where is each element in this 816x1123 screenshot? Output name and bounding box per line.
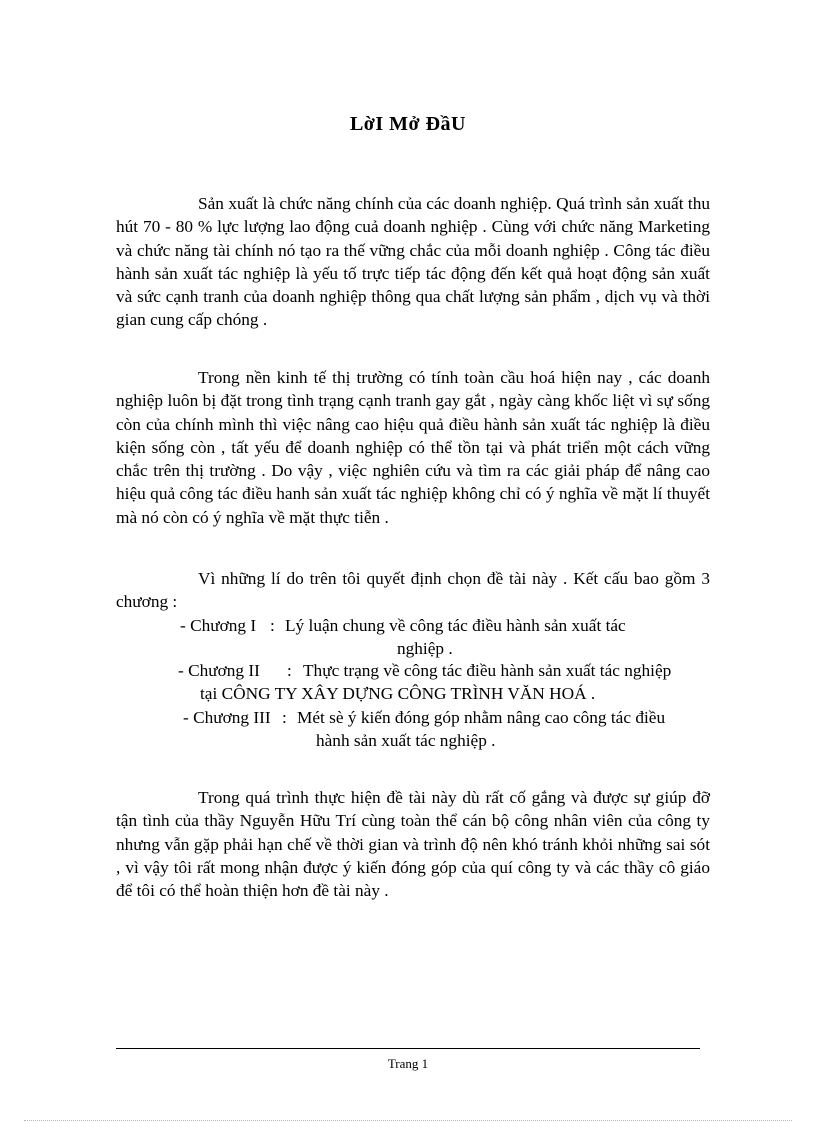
paragraph-structure: Vì những lí do trên tôi quyết định chọn đề tài này . Kết cấu bao gồm 3 chương : <box>116 569 710 612</box>
chapter-title-continuation: tại CÔNG TY XÂY DỰNG CÔNG TRÌNH VĂN HOÁ . <box>200 684 596 703</box>
chapter-label: - Chương II <box>178 661 260 680</box>
chapter-label: - Chương III <box>183 708 271 727</box>
chapter-separator: : <box>270 616 275 635</box>
chapter-separator: : <box>282 708 287 727</box>
page-number: Trang 1 <box>387 1056 429 1071</box>
page-edge-divider <box>24 1120 792 1121</box>
chapter-title: Lý luận chung về công tác điều hành sản xuất tác <box>285 616 626 635</box>
chapter-title: Mét sè ý kiến đóng góp nhằm nâng cao công tác điều <box>297 708 666 727</box>
chapter-title-continuation: hành sản xuất tác nghiệp . <box>316 731 496 750</box>
chapter-title-continuation: nghiệp . <box>397 639 453 658</box>
chapter-label: - Chương I <box>180 616 257 635</box>
paragraph-market-context: Trong nền kinh tế thị trường có tính toàn cầu hoá hiện nay , các doanh nghiệp luôn bị đặt trong tình trạng cạnh tranh gay gắt , ngày càng khốc liệt vì sự sống còn của chính mình thì việc nâng cao hiệu quả điều hành sản xuất tác nghiệp là điều kiện sống còn , tất yếu để doanh nghiệp có thể tồn tại và phát triển một cách vững chắc trên thị trường . Do vậy , việc nghiên cứu và tìm ra các giải pháp để nâng cao hiệu quả công tác điều hanh sản xuất tác nghiệp không chỉ có ý nghĩa về mặt lí thuyết mà nó còn có ý nghĩa về mặt thực tiễn . <box>116 368 710 527</box>
page-title: LờI Mở ĐầU <box>349 113 467 135</box>
chapter-title: Thực trạng về công tác điều hành sản xuất tác nghiệp <box>303 661 672 680</box>
chapter-separator: : <box>287 661 292 680</box>
paragraph-intro: Sản xuất là chức năng chính của các doanh nghiệp. Quá trình sản xuất thu hút 70 - 80 % lực lượng lao động cuả doanh nghiệp . Cùng với chức năng Marketing và chức năng tài chính nó tạo ra thế vững chắc của mỗi doanh nghiệp . Công tác điều hành sản xuất tác nghiệp là yếu tố trực tiếp tác động đến kết quả hoạt động sản xuất và sức cạnh tranh của doanh nghiệp thông qua chất lượng sản phẩm , dịch vụ và thời gian cung cấp chóng . <box>116 194 710 330</box>
footer-divider <box>116 1048 700 1049</box>
paragraph-acknowledgement: Trong quá trình thực hiện đề tài này dù rất cố gắng và được sự giúp đỡ tận tình của thầy Nguyễn Hữu Trí cùng toàn thể cán bộ công nhân viên của công ty nhưng vẫn gặp phải hạn chế về thời gian và trình độ nên khó tránh khỏi những sai sót , vì vậy tôi rất mong nhận được ý kiến đóng góp của quí công ty và các thầy cô giáo để tôi có thể hoàn thiện hơn đề tài này . <box>116 788 710 901</box>
